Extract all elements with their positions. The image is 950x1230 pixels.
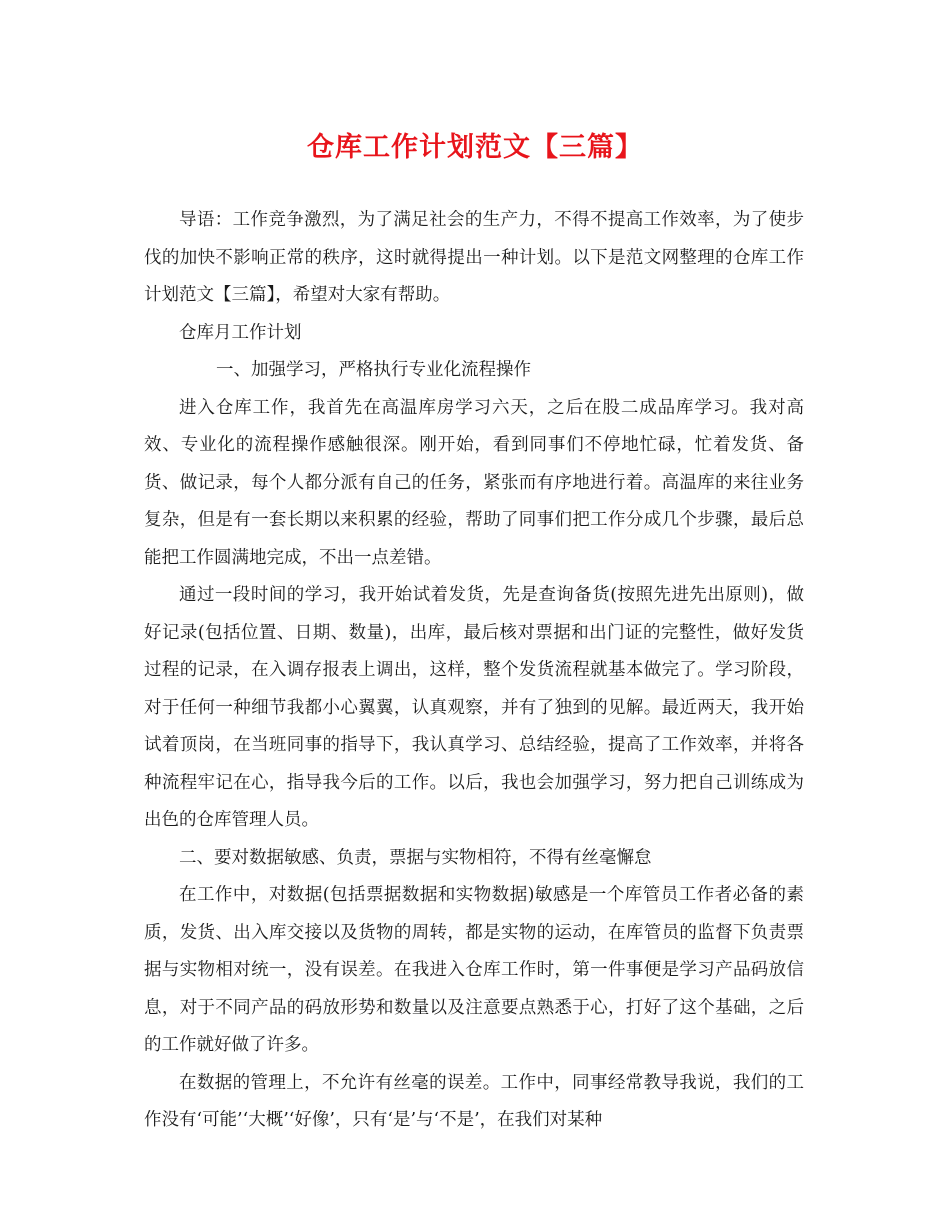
section-heading: 仓库月工作计划 — [179, 322, 302, 343]
subsection-heading: 一、加强学习，严格执行专业化流程操作 — [216, 360, 531, 380]
body-paragraph: 在工作中，对数据(包括票据数据和实物数据)敏感是一个库管员工作者必备的素质，发货、出入库交接以及货物的周转，都是实物的运动，在库管员的监督下负责票据与实物相对统一，没有误差。在我进入仓库工作时，第一件事便是学习产品码放信息，对于不同产品的码放形势和数量以及注意要点熟悉于心，打好了这个基础，之后的工作就好做了许多。 — [144, 885, 804, 1055]
body-paragraph: 通过一段时间的学习，我开始试着发货，先是查询备货(按照先进先出原则)，做好记录(包括位置、日期、数量)，出库，最后核对票据和出门证的完整性，做好发货过程的记录，在入调存报表上调出，这样，整个发货流程就基本做完了。学习阶段，对于任何一种细节我都小心翼翼，认真观察，并有了独到的见解。最近两天，我开始试着顶岗，在当班同事的指导下，我认真学习、总结经验，提高了工作效率，并将各种流程牢记在心，指导我今后的工作。以后，我也会加强学习，努力把自己训练成为出色的仓库管理人员。 — [144, 585, 804, 830]
intro-paragraph: 导语：工作竞争激烈，为了满足社会的生产力，不得不提高工作效率，为了使步伐的加快不影响正常的秩序，这时就得提出一种计划。以下是范文网整理的仓库工作计划范文【三篇】，希望对大家有帮助。 — [144, 210, 804, 305]
section-heading: 二、要对数据敏感、负责，票据与实物相符，不得有丝毫懈怠 — [179, 847, 652, 868]
body-paragraph: 在数据的管理上，不允许有丝毫的误差。工作中，同事经常教导我说，我们的工作没有‘可能’‘大概’‘好像’，只有‘是’与‘不是’，在我们对某种 — [144, 1072, 804, 1130]
document-body — [144, 202, 804, 1140]
body-paragraph: 进入仓库工作，我首先在高温库房学习六天，之后在股二成品库学习。我对高效、专业化的流程操作感触很深。刚开始，看到同事们不停地忙碌，忙着发货、备货、做记录，每个人都分派有自己的任务，紧张而有序地进行着。高温库的来往业务复杂，但是有一套长期以来积累的经验，帮助了同事们把工作分成几个步骤，最后总能把工作圆满地完成，不出一点差错。 — [144, 397, 804, 568]
document-title: 仓库工作计划范文【三篇】 — [307, 132, 643, 163]
